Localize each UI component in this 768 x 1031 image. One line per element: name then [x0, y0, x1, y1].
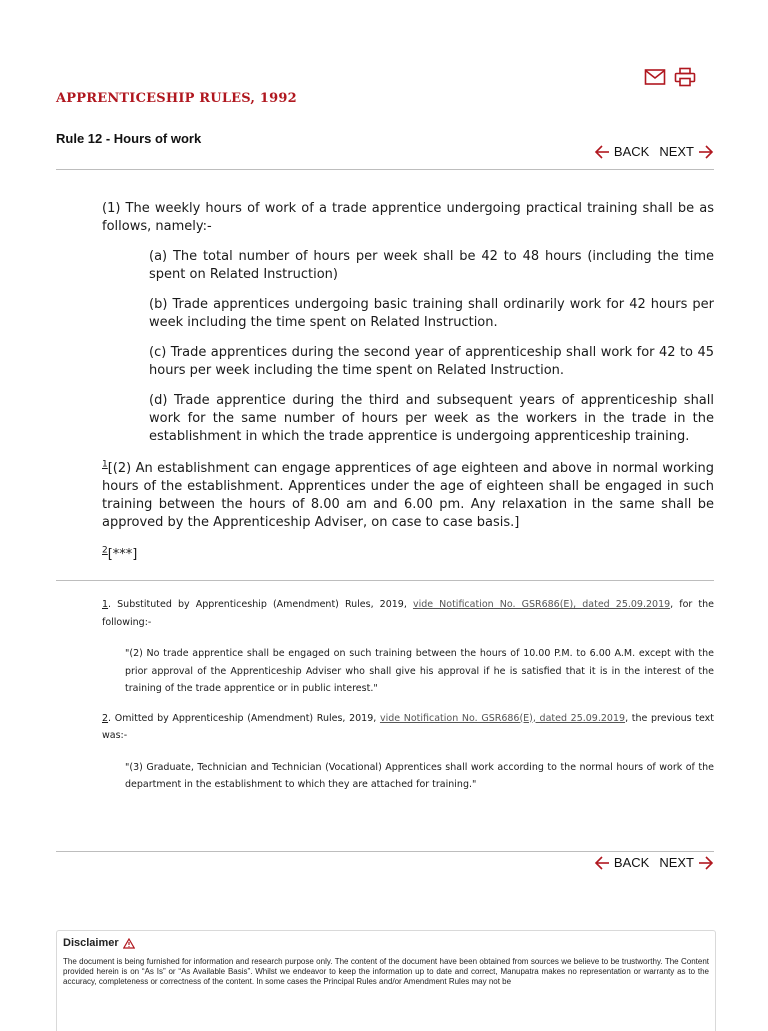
disclaimer-heading	[63, 937, 709, 949]
footnote-2	[102, 710, 714, 745]
footnote-ref-1[interactable]: 1	[102, 459, 108, 470]
footnote-text: , the previous text was:-	[102, 712, 715, 741]
rule-navigation-top	[594, 144, 714, 159]
rule-paragraph-3	[102, 546, 714, 564]
rule-heading: Rule 12 - Hours of work	[56, 131, 202, 146]
next-label: NEXT	[659, 144, 694, 159]
disclaimer-text: The document is being furnished for information and research purpose only. The content of the document have been obtained from sources we believe to be trustworthy. The Content provided herein is on “As Is” or “As Available Basis”. Whilst we endeavor to keep the information up to date and correct, Manupatra makes no representation or warranty as to the accuracy, completeness or correctness of the content. In some cases the Principal Rules and/or Amendment Rules may not be	[63, 957, 709, 986]
footnotes	[102, 596, 714, 794]
warning-icon	[123, 938, 135, 949]
footnote-number[interactable]: 1	[102, 599, 109, 610]
sub-clause-a: (a) The total number of hours per week shall be 42 to 48 hours (including the time spent on Related Instruction)	[149, 249, 714, 282]
footnote-ref-2[interactable]: 2	[102, 545, 108, 556]
rule-body	[102, 200, 714, 564]
sub-clause-c: (c) Trade apprentices during the second year of apprenticeship shall work for 42 to 45 hours per week including the time spent on Related Instruction.	[149, 345, 714, 378]
divider	[56, 580, 714, 581]
back-button[interactable]	[594, 855, 649, 870]
footnote-quote: "(3) Graduate, Technician and Technician (Vocational) Apprentices shall work according to the normal hours of work of the department in the establishment to which they are attached for training."	[125, 761, 714, 790]
rule-paragraph-3-text: [***]	[107, 547, 138, 562]
footnote-quote: "(2) No trade apprentice shall be engaged on such training between the hours of 10.00 P.M. to 6.00 A.M. except with the prior approval of the Apprenticeship Adviser who shall give his approval if he is satisfied that it is in the interest of the training of the trade apprentice or in public interest."	[125, 648, 714, 694]
rule-sub-clauses	[149, 248, 714, 446]
arrow-right-icon	[698, 856, 714, 870]
rule-navigation-bottom	[594, 855, 714, 870]
footnote-1	[102, 596, 714, 631]
notification-link[interactable]: vide Notification No. GSR686(E), dated 25.09.2019	[379, 712, 626, 724]
notification-link[interactable]: vide Notification No. GSR686(E), dated 25.09.2019	[412, 599, 671, 610]
back-button[interactable]	[594, 144, 649, 159]
back-label: BACK	[613, 855, 650, 870]
arrow-right-icon	[698, 145, 714, 159]
divider	[56, 851, 714, 852]
arrow-left-icon	[594, 145, 610, 159]
disclaimer-title: Disclaimer	[63, 937, 119, 949]
mail-icon[interactable]	[644, 66, 666, 88]
next-button[interactable]	[659, 855, 714, 870]
back-label: BACK	[613, 144, 650, 159]
rule-paragraph-2-text: [(2) An establishment can engage apprentices of age eighteen and above in normal working hours of the establishment. Apprentices under the age of eighteen shall be engaged in such training between the hours of 8.00 am and 6.00 pm. Any relaxation in the same shall be approved by the Apprenticeship Adviser, on case to case basis.]	[102, 461, 714, 530]
footnote-number[interactable]: 2	[102, 712, 109, 724]
document-title: APPRENTICESHIP RULES, 1992	[56, 91, 297, 106]
next-label: NEXT	[659, 855, 694, 870]
document-actions	[644, 66, 696, 88]
arrow-left-icon	[594, 856, 610, 870]
sub-clause-d: (d) Trade apprentice during the third and subsequent years of apprenticeship shall work for the same number of hours per week as the workers in the trade in the establishment in which the trade apprentice is undergoing apprenticeship training.	[149, 393, 714, 444]
divider	[56, 169, 714, 170]
sub-clause-b: (b) Trade apprentices undergoing basic training shall ordinarily work for 42 hours per week including the time spent on Related Instruction.	[149, 297, 714, 330]
footnote-text: , for the following:-	[102, 599, 715, 628]
footnote-text: . Substituted by Apprenticeship (Amendment) Rules, 2019,	[108, 599, 413, 610]
print-icon[interactable]	[674, 66, 696, 88]
rule-paragraph-1: (1) The weekly hours of work of a trade apprentice undergoing practical training shall be as follows, namely:-	[102, 201, 714, 234]
footnote-text: . Omitted by Apprenticeship (Amendment) Rules, 2019,	[108, 712, 380, 724]
disclaimer-box	[56, 930, 716, 1031]
rule-paragraph-2	[102, 460, 714, 532]
next-button[interactable]	[659, 144, 714, 159]
